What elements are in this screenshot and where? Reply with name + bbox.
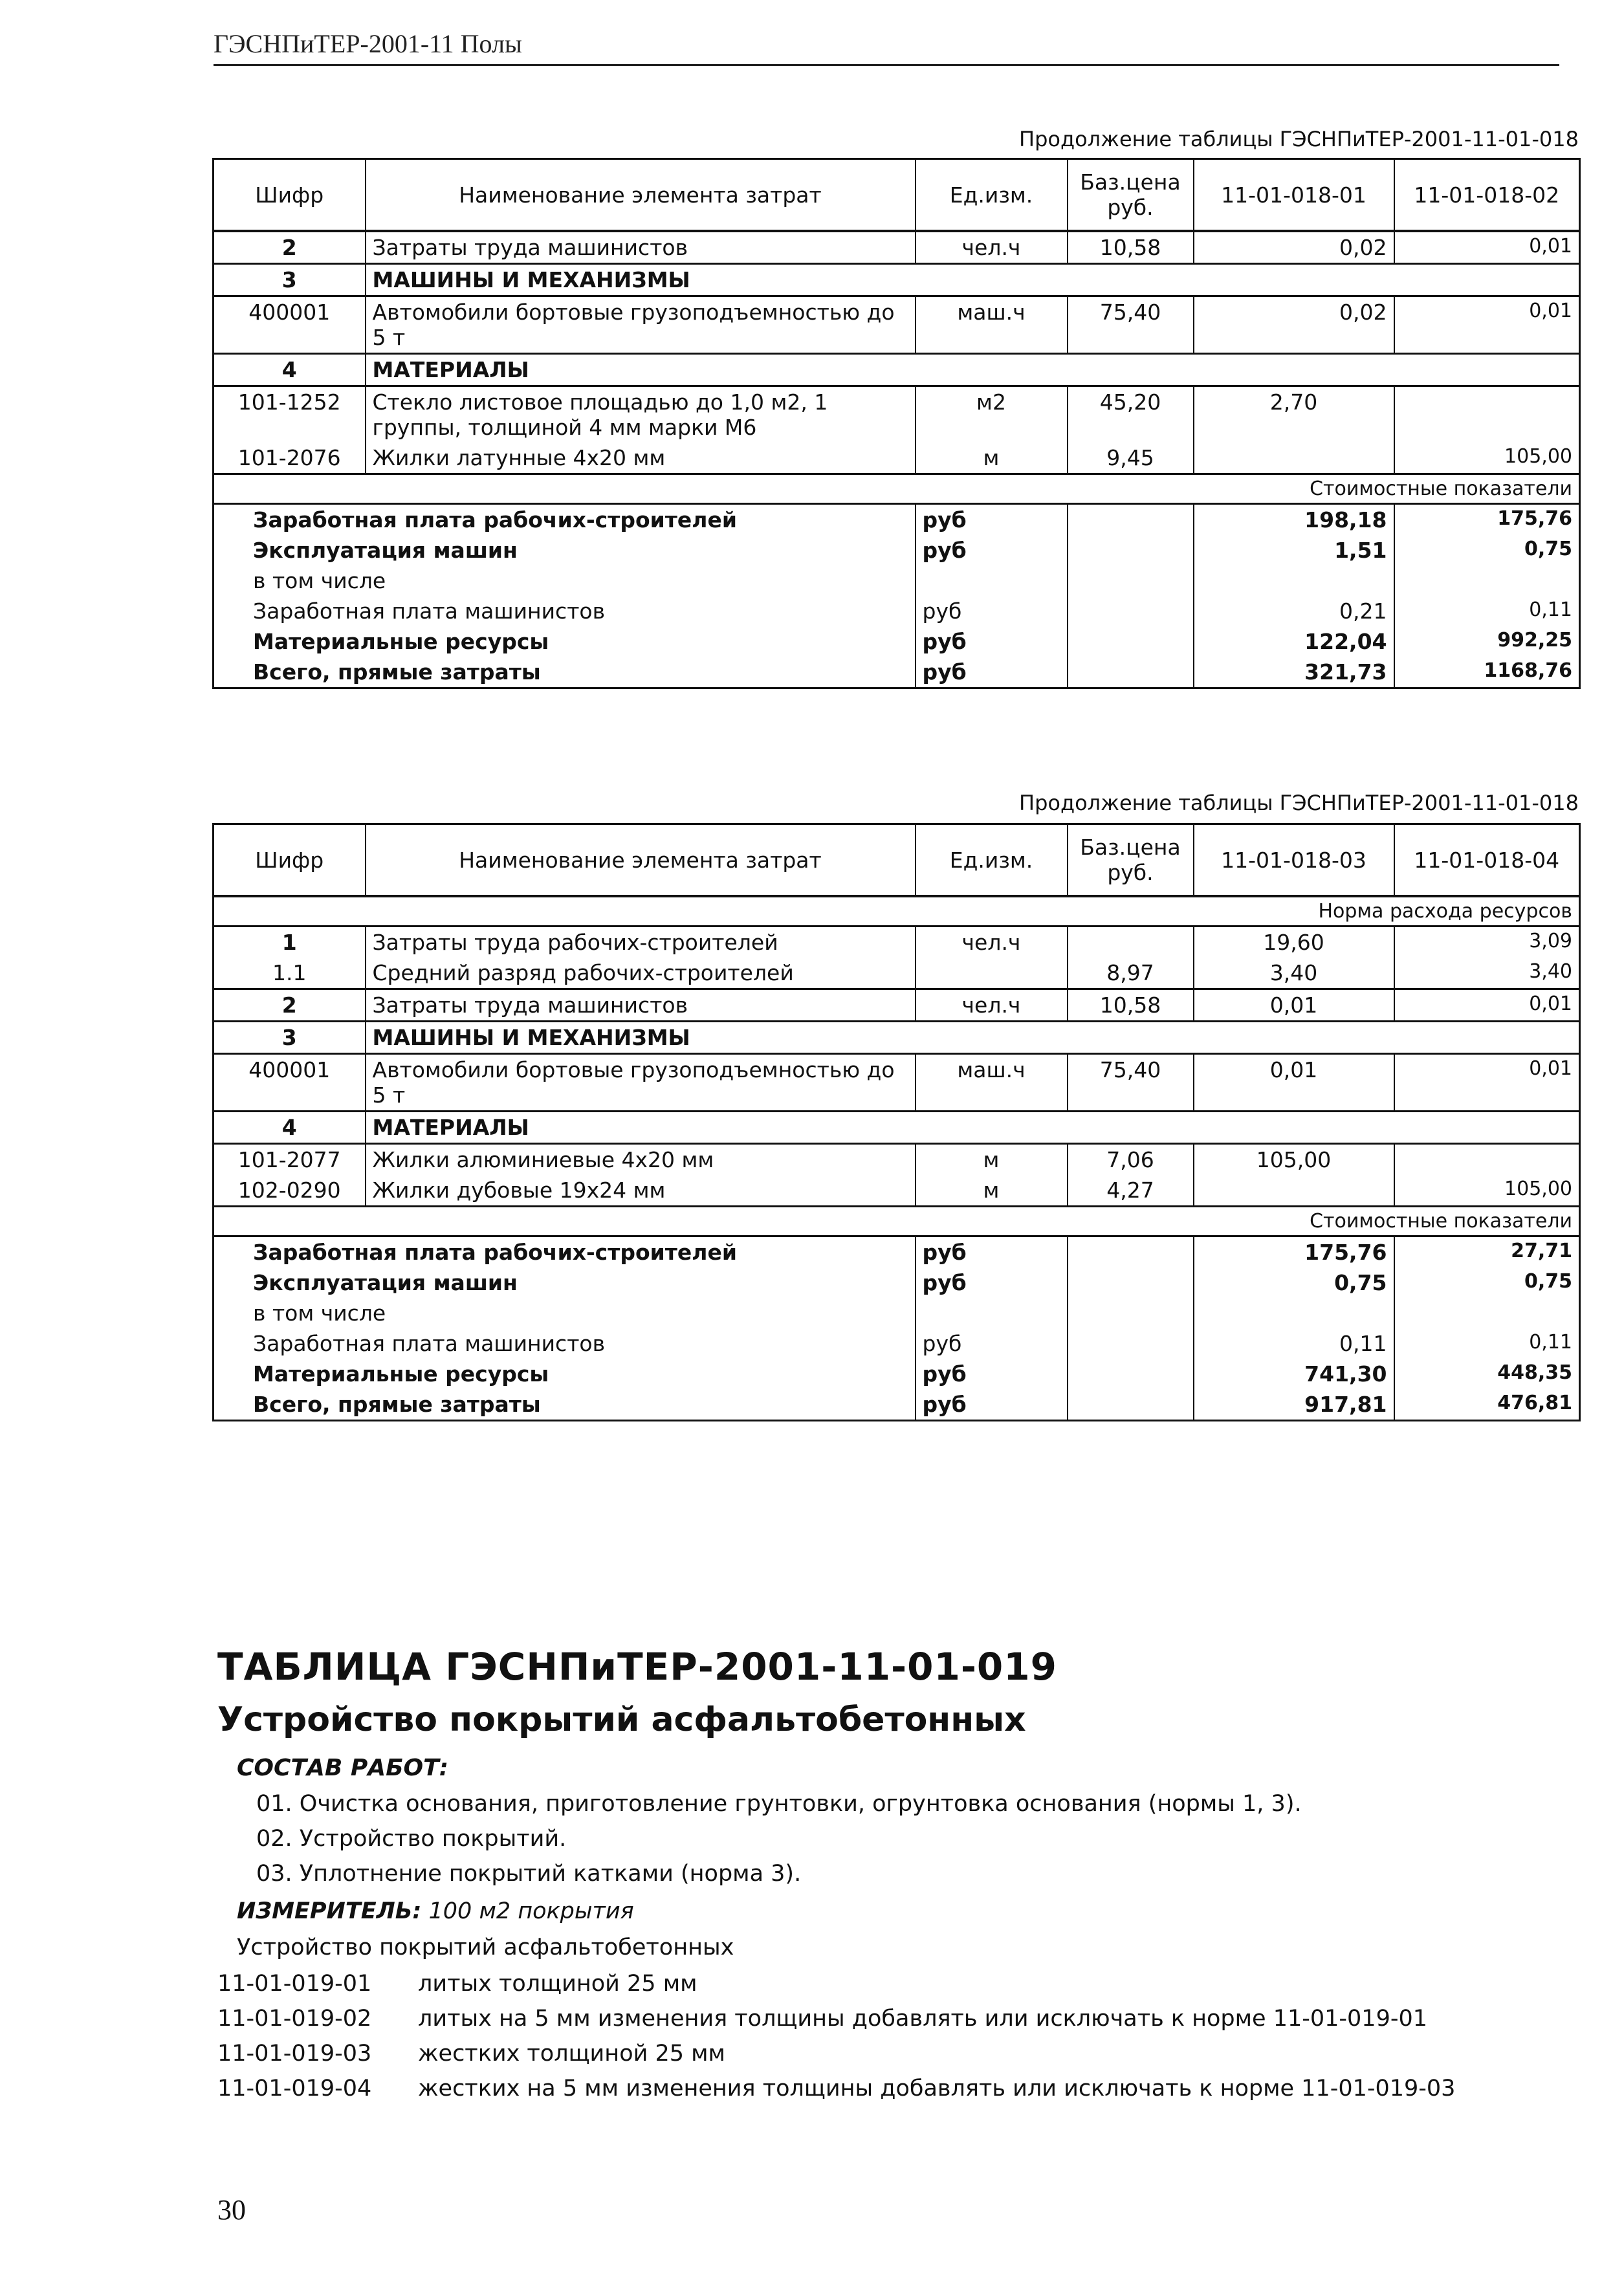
row-code: 101-2076 (214, 443, 366, 474)
summary-value-1: 741,30 (1194, 1359, 1394, 1389)
summary-row (214, 1328, 1580, 1359)
row-unit: маш.ч (916, 296, 1068, 354)
summary-unit: руб (916, 626, 1068, 657)
row-name: Затраты труда машинистов (366, 231, 916, 264)
work-item: 02. Устройство покрытий. (256, 1826, 567, 1852)
row-price: 75,40 (1068, 1054, 1194, 1112)
summary-value-1: 0,75 (1194, 1267, 1394, 1298)
summary-value-1: 917,81 (1194, 1389, 1394, 1421)
table-row (214, 1175, 1580, 1207)
summary-value-2: 0,75 (1394, 535, 1580, 565)
norm-code: 11-01-019-02 (217, 2006, 372, 2032)
table-row (214, 354, 1580, 386)
summary-row (214, 1389, 1580, 1421)
table-row (214, 896, 1580, 927)
summary-label: Материальные ресурсы (214, 1359, 916, 1389)
row-unit: м (916, 1175, 1068, 1207)
summary-unit: руб (916, 1236, 1068, 1268)
table-row (214, 1144, 1580, 1176)
summary-unit: руб (916, 535, 1068, 565)
summary-value-1: 0,21 (1194, 596, 1394, 626)
row-unit: чел.ч (916, 231, 1068, 264)
cost-label: Стоимостные показатели (214, 1207, 1580, 1236)
row-value-2: 0,01 (1394, 989, 1580, 1022)
row-value-1: 19,60 (1194, 927, 1394, 958)
work-item: 03. Уплотнение покрытий катками (норма 3). (256, 1861, 802, 1887)
col-head-2: 11-01-018-02 (1394, 159, 1580, 232)
summary-value-2: 0,11 (1394, 596, 1580, 626)
table-row (214, 231, 1580, 264)
norm-desc: жестких на 5 мм изменения толщины добавлять или исключать к норме 11-01-019-03 (418, 2076, 1456, 2101)
row-value-2: 0,01 (1394, 296, 1580, 354)
summary-unit: руб (916, 1328, 1068, 1359)
row-name: Затраты труда машинистов (366, 989, 916, 1022)
summary-unit: руб (916, 1267, 1068, 1298)
row-code: 101-2077 (214, 1144, 366, 1176)
code-row (217, 1971, 697, 1997)
summary-row (214, 1359, 1580, 1389)
row-name: Стекло листовое площадью до 1,0 м2, 1 группы, толщиной 4 мм марки М6 (366, 386, 916, 443)
col-head-1: 11-01-018-01 (1194, 159, 1394, 232)
row-name: Средний разряд рабочих-строителей (366, 958, 916, 989)
table-row (214, 1022, 1580, 1054)
summary-unit: руб (916, 596, 1068, 626)
table-row (214, 264, 1580, 296)
codes-caption: Устройство покрытий асфальтобетонных (237, 1935, 734, 1960)
row-price: 8,97 (1068, 958, 1194, 989)
col-head-2: 11-01-018-04 (1394, 824, 1580, 897)
row-value-1: 3,40 (1194, 958, 1394, 989)
row-value-2: 3,40 (1394, 958, 1580, 989)
row-value-1: 0,02 (1194, 231, 1394, 264)
meter (237, 1898, 634, 1924)
summary-row (214, 626, 1580, 657)
row-value-2: 105,00 (1394, 443, 1580, 474)
row-value-1: 0,01 (1194, 989, 1394, 1022)
row-name: Автомобили бортовые грузоподъемностью до 5 т (366, 296, 916, 354)
summary-unit: руб (916, 1389, 1068, 1421)
summary-value-2: 175,76 (1394, 504, 1580, 536)
cost-table-2 (212, 823, 1581, 1421)
col-head-code: Шифр (214, 824, 366, 897)
table-row (214, 927, 1580, 958)
row-code: 400001 (214, 1054, 366, 1112)
col-head-name: Наименование элемента затрат (366, 824, 916, 897)
row-value-1 (1194, 443, 1394, 474)
summary-label: в том числе (214, 1298, 916, 1328)
row-code: 101-1252 (214, 386, 366, 443)
row-code: 1.1 (214, 958, 366, 989)
col-head-price: Баз.цена руб. (1068, 824, 1194, 897)
row-name: Автомобили бортовые грузоподъемностью до 5 т (366, 1054, 916, 1112)
section-title: ТАБЛИЦА ГЭСНПиТЕР-2001-11-01-019 (217, 1645, 1057, 1689)
summary-value-1: 122,04 (1194, 626, 1394, 657)
summary-label: Материальные ресурсы (214, 626, 916, 657)
summary-row (214, 565, 1580, 596)
row-code: 1 (214, 927, 366, 958)
summary-row (214, 1236, 1580, 1268)
summary-row (214, 596, 1580, 626)
row-code: 102-0290 (214, 1175, 366, 1207)
row-value-1: 0,01 (1194, 1054, 1394, 1112)
cost-table-1 (212, 158, 1581, 689)
summary-unit: руб (916, 657, 1068, 688)
row-price: 4,27 (1068, 1175, 1194, 1207)
row-code: 4 (214, 1112, 366, 1144)
summary-label: Всего, прямые затраты (214, 1389, 916, 1421)
summary-value-2: 27,71 (1394, 1236, 1580, 1268)
norm-code: 11-01-019-03 (217, 2041, 372, 2067)
table-caption: Продолжение таблицы ГЭСНПиТЕР-2001-11-01-018 (1019, 791, 1579, 815)
section-heading: МАШИНЫ И МЕХАНИЗМЫ (366, 1022, 1580, 1054)
summary-label: Заработная плата машинистов (214, 596, 916, 626)
row-price: 9,45 (1068, 443, 1194, 474)
summary-value-1: 1,51 (1194, 535, 1394, 565)
summary-value-2: 476,81 (1394, 1389, 1580, 1421)
row-code: 2 (214, 231, 366, 264)
summary-value-1: 0,11 (1194, 1328, 1394, 1359)
summary-row (214, 535, 1580, 565)
summary-label: в том числе (214, 565, 916, 596)
row-unit (916, 958, 1068, 989)
norm-code: 11-01-019-01 (217, 1971, 372, 1997)
col-head-unit: Ед.изм. (916, 824, 1068, 897)
meter-label: ИЗМЕРИТЕЛЬ: (237, 1898, 422, 1924)
section-subtitle: Устройство покрытий асфальтобетонных (217, 1700, 1026, 1739)
summary-value-2: 0,75 (1394, 1267, 1580, 1298)
row-unit: м2 (916, 386, 1068, 443)
row-value-2: 0,01 (1394, 231, 1580, 264)
norm-desc: жестких толщиной 25 мм (418, 2041, 725, 2067)
summary-unit: руб (916, 504, 1068, 536)
col-head-price: Баз.цена руб. (1068, 159, 1194, 232)
table-row (214, 1112, 1580, 1144)
summary-value-1: 321,73 (1194, 657, 1394, 688)
summary-value-1: 175,76 (1194, 1236, 1394, 1268)
row-value-2: 3,09 (1394, 927, 1580, 958)
row-price: 10,58 (1068, 989, 1194, 1022)
row-unit: маш.ч (916, 1054, 1068, 1112)
table-row (214, 958, 1580, 989)
row-value-1 (1194, 1175, 1394, 1207)
table-row (214, 443, 1580, 474)
row-price: 45,20 (1068, 386, 1194, 443)
row-name: Затраты труда рабочих-строителей (366, 927, 916, 958)
cost-label: Стоимостные показатели (214, 474, 1580, 504)
summary-label: Заработная плата рабочих-строителей (214, 504, 916, 536)
col-head-name: Наименование элемента затрат (366, 159, 916, 232)
row-name: Жилки алюминиевые 4x20 мм (366, 1144, 916, 1176)
norm-code: 11-01-019-04 (217, 2076, 372, 2101)
row-price (1068, 927, 1194, 958)
table-row (214, 474, 1580, 504)
row-value-1: 105,00 (1194, 1144, 1394, 1176)
section-heading: МАШИНЫ И МЕХАНИЗМЫ (366, 264, 1580, 296)
col-head-1: 11-01-018-03 (1194, 824, 1394, 897)
summary-label: Эксплуатация машин (214, 535, 916, 565)
row-value-2 (1394, 1144, 1580, 1176)
table-caption: Продолжение таблицы ГЭСНПиТЕР-2001-11-01-018 (1019, 127, 1579, 151)
summary-row (214, 657, 1580, 688)
norm-label: Норма расхода ресурсов (214, 896, 1580, 927)
summary-label: Всего, прямые затраты (214, 657, 916, 688)
row-price: 7,06 (1068, 1144, 1194, 1176)
works-heading: СОСТАВ РАБОТ: (237, 1755, 449, 1781)
summary-label: Заработная плата рабочих-строителей (214, 1236, 916, 1268)
summary-value-2: 1168,76 (1394, 657, 1580, 688)
summary-row (214, 1298, 1580, 1328)
summary-value-2: 448,35 (1394, 1359, 1580, 1389)
page-header: ГЭСНПиТЕР-2001-11 Полы (214, 28, 1559, 66)
norm-desc: литых толщиной 25 мм (418, 1971, 697, 1997)
norm-desc: литых на 5 мм изменения толщины добавлять или исключать к норме 11-01-019-01 (418, 2006, 1428, 2032)
code-row (217, 2076, 1455, 2101)
table-row (214, 1054, 1580, 1112)
code-row (217, 2041, 725, 2067)
table-row (214, 989, 1580, 1022)
row-value-2: 105,00 (1394, 1175, 1580, 1207)
table-row (214, 296, 1580, 354)
row-value-2: 0,01 (1394, 1054, 1580, 1112)
row-name: Жилки латунные 4x20 мм (366, 443, 916, 474)
row-code: 3 (214, 264, 366, 296)
summary-label: Эксплуатация машин (214, 1267, 916, 1298)
row-value-2 (1394, 386, 1580, 443)
row-code: 4 (214, 354, 366, 386)
summary-row (214, 1267, 1580, 1298)
work-item: 01. Очистка основания, приготовление грунтовки, огрунтовка основания (нормы 1, 3). (256, 1791, 1302, 1817)
meter-value: 100 м2 покрытия (428, 1898, 634, 1924)
row-code: 3 (214, 1022, 366, 1054)
row-price: 10,58 (1068, 231, 1194, 264)
row-unit: м (916, 443, 1068, 474)
summary-unit: руб (916, 1359, 1068, 1389)
summary-value-2: 992,25 (1394, 626, 1580, 657)
row-price: 75,40 (1068, 296, 1194, 354)
row-value-1: 2,70 (1194, 386, 1394, 443)
col-head-code: Шифр (214, 159, 366, 232)
row-unit: чел.ч (916, 989, 1068, 1022)
table-row (214, 1207, 1580, 1236)
summary-value-1: 198,18 (1194, 504, 1394, 536)
summary-row (214, 504, 1580, 536)
summary-label: Заработная плата машинистов (214, 1328, 916, 1359)
row-value-1: 0,02 (1194, 296, 1394, 354)
code-row (217, 2006, 1427, 2032)
row-unit: чел.ч (916, 927, 1068, 958)
section-heading: МАТЕРИАЛЫ (366, 354, 1580, 386)
row-code: 2 (214, 989, 366, 1022)
row-unit: м (916, 1144, 1068, 1176)
col-head-unit: Ед.изм. (916, 159, 1068, 232)
section-heading: МАТЕРИАЛЫ (366, 1112, 1580, 1144)
row-code: 400001 (214, 296, 366, 354)
summary-value-2: 0,11 (1394, 1328, 1580, 1359)
table-row (214, 386, 1580, 443)
row-name: Жилки дубовые 19x24 мм (366, 1175, 916, 1207)
page-number: 30 (217, 2194, 246, 2226)
